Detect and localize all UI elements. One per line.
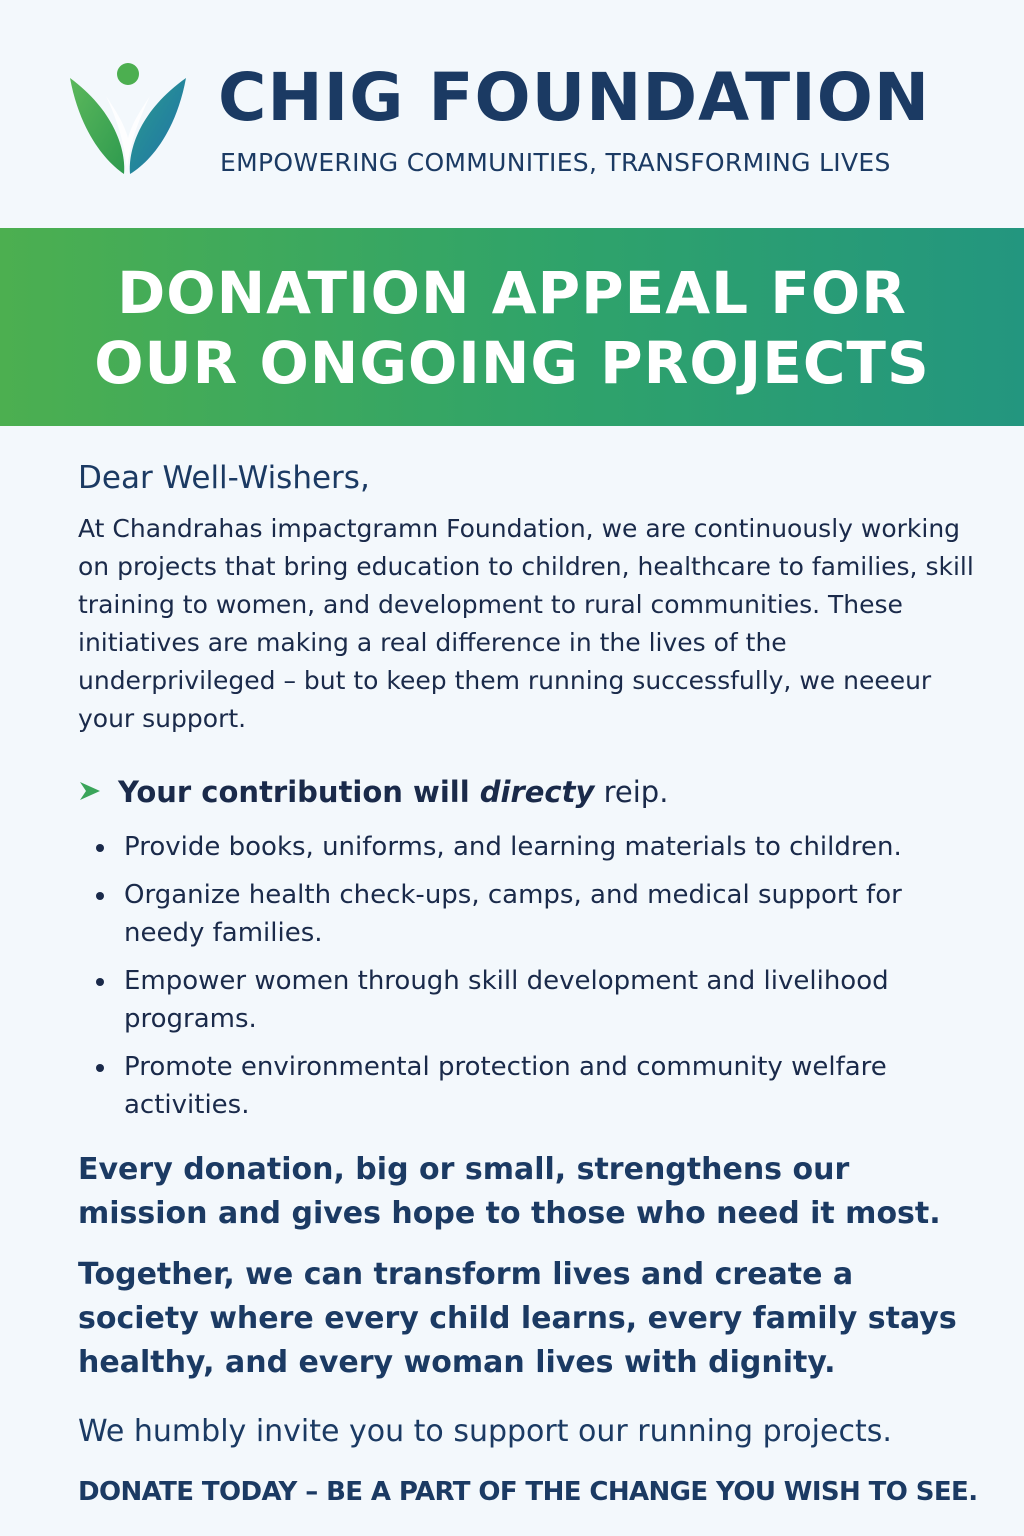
intro-paragraph: At Chandrahas impactgramn Foundation, we are continuously working on projects that bring education to children, healthcare to families, skill training to women, and development to rural communities. These initiatives are making a real difference in the lives of the underprivileged – but to keep them running successfully, we neeeur your support.: [78, 514, 974, 733]
bullet-dot: [96, 1064, 104, 1072]
list-item-text: Promote environmental protection and community welfare activities.: [124, 1052, 887, 1120]
appeal-banner: [0, 228, 1024, 426]
vision-paragraph: Together, we can transform lives and create a society where every child learns, every family stays healthy, and every woman lives with dignity.: [78, 1257, 957, 1380]
bullet-dot: [96, 892, 104, 900]
list-item-text: Provide books, uniforms, and learning materials to children.: [124, 832, 902, 862]
banner-title: [0, 258, 1024, 398]
list-item: [96, 876, 936, 952]
invite-text: We humbly invite you to support our running projects.: [78, 1414, 892, 1449]
list-item-text: Empower women through skill development and livelihood programs.: [124, 966, 889, 1034]
contribution-list: [96, 828, 936, 1134]
header: [0, 0, 1024, 228]
contribution-emphasis: directy: [479, 775, 595, 809]
organization-name: CHIG FOUNDATION: [218, 59, 931, 136]
contribution-suffix: reip.: [594, 775, 669, 809]
mission-paragraph: Every donation, big or small, strengthens our mission and gives hope to those who need it most.: [78, 1152, 941, 1231]
tagline: EMPOWERING COMMUNITIES, TRANSFORMING LIVES: [220, 148, 891, 177]
donate-call-to-action: DONATE TODAY – BE A PART OF THE CHANGE YOU WISH TO SEE.: [78, 1477, 978, 1507]
leaf-person-logo-icon: [66, 62, 190, 180]
contribution-prefix: Your contribution will: [118, 775, 480, 809]
banner-title-line-2: OUR ONGOING PROJECTS: [94, 329, 930, 397]
list-item: [96, 962, 936, 1038]
bullet-dot: [96, 978, 104, 986]
bullet-dot: [96, 844, 104, 852]
list-item-text: Organize health check-ups, camps, and medical support for needy families.: [124, 880, 902, 948]
list-item: [96, 828, 936, 866]
banner-title-line-1: DONATION APPEAL FOR: [117, 259, 907, 327]
chevron-right-icon: [76, 777, 104, 805]
list-item: [96, 1048, 936, 1124]
greeting: Dear Well-Wishers,: [78, 460, 370, 496]
contribution-heading: [76, 772, 668, 812]
